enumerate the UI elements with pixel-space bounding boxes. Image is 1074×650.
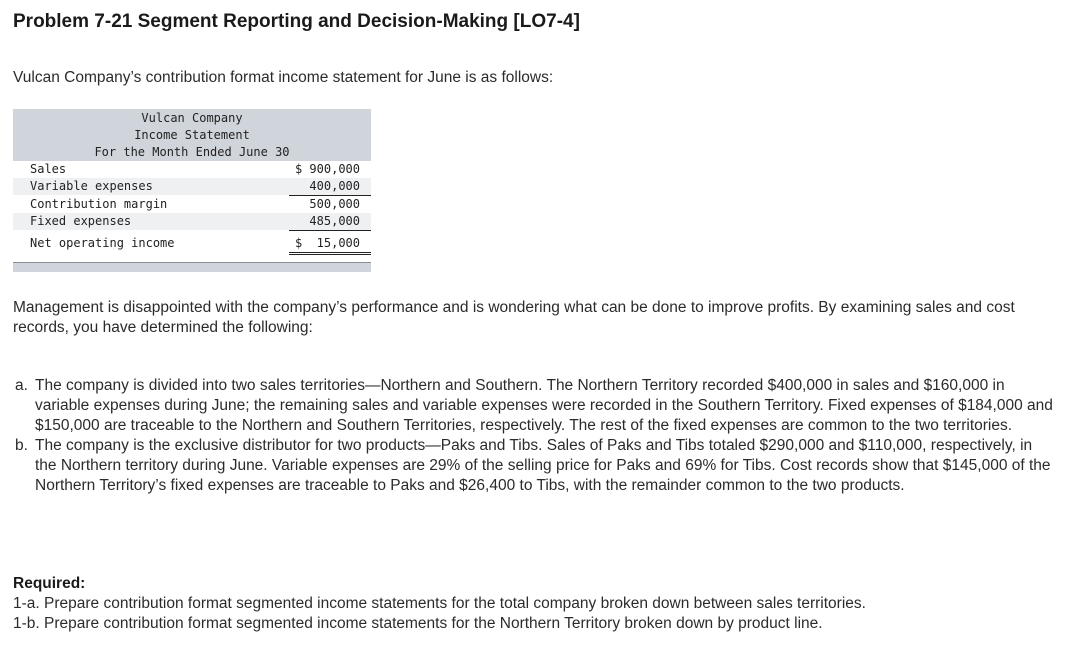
- income-statement-table: [13, 109, 371, 271]
- list-item: [13, 376, 1053, 436]
- intro-text: Vulcan Company’s contribution format income statement for June is as follows:: [13, 69, 554, 86]
- statement-period: For the Month Ended June 30: [94, 145, 290, 159]
- row-label: Variable expenses: [30, 179, 153, 193]
- requirement-1b: 1-b. Prepare contribution format segmented income statements for the Northern Territory broken down by product line.: [13, 615, 823, 632]
- row-value: $ 900,000: [294, 162, 360, 176]
- statement-company: Vulcan Company: [141, 111, 243, 125]
- row-value: $ 15,000: [294, 236, 360, 250]
- table-row: [13, 178, 371, 195]
- row-value: 400,000: [309, 179, 360, 193]
- row-label: Contribution margin: [30, 197, 168, 211]
- problem-title: Problem 7-21 Segment Reporting and Decision-Making [LO7-4]: [13, 11, 580, 32]
- list-item-text: The company is divided into two sales territories—Northern and Southern. The Northern Territory recorded $400,000 in sales and $160,000 in variable expenses during June; the remaining sales and variable expenses were recorded in the Southern Territory. Fixed expenses of $184,000 and $150,000 are traceable to the Northern and Southern Territories, respectively. The rest of the fixed expenses are common to the two territories.: [35, 377, 1053, 434]
- total-double-underline: [289, 254, 371, 255]
- requirement-1a: 1-a. Prepare contribution format segmented income statements for the total company broken down between sales territories.: [13, 595, 866, 612]
- table-row: [13, 213, 371, 230]
- row-label: Net operating income: [30, 236, 175, 250]
- total-double-underline: [289, 252, 371, 253]
- facts-list: [13, 376, 1053, 496]
- table-row: [13, 161, 371, 178]
- table-row: [13, 196, 371, 213]
- row-label: Sales: [30, 162, 67, 176]
- row-value: 500,000: [309, 197, 360, 211]
- list-item-text: The company is the exclusive distributor for two products—Paks and Tibs. Sales of Paks and Tibs totaled $290,000 and $110,000, respectively, in the Northern territory during June. Variable expenses are 29% of the selling price for Paks and 69% for Tibs. Cost records show that $145,000 of the Northern Territory’s fixed expenses are traceable to Paks and $26,400 to Tibs, with the remainder common to the two products.: [35, 437, 1051, 494]
- row-value: 485,000: [309, 214, 360, 228]
- statement-footer-bar: [13, 262, 371, 272]
- required-heading: Required:: [13, 575, 86, 592]
- management-paragraph: Management is disappointed with the company’s performance and is wondering what can be done to improve profits. By examining sales and cost records, you have determined the following:: [13, 299, 1015, 336]
- list-item: [13, 436, 1053, 496]
- required-section: [13, 574, 866, 634]
- table-row: [13, 235, 371, 252]
- subtotal-underline: [289, 230, 371, 231]
- list-marker: a.: [15, 377, 28, 394]
- statement-header: [13, 109, 371, 161]
- row-label: Fixed expenses: [30, 214, 132, 228]
- statement-name: Income Statement: [134, 128, 250, 142]
- list-marker: b.: [15, 437, 28, 454]
